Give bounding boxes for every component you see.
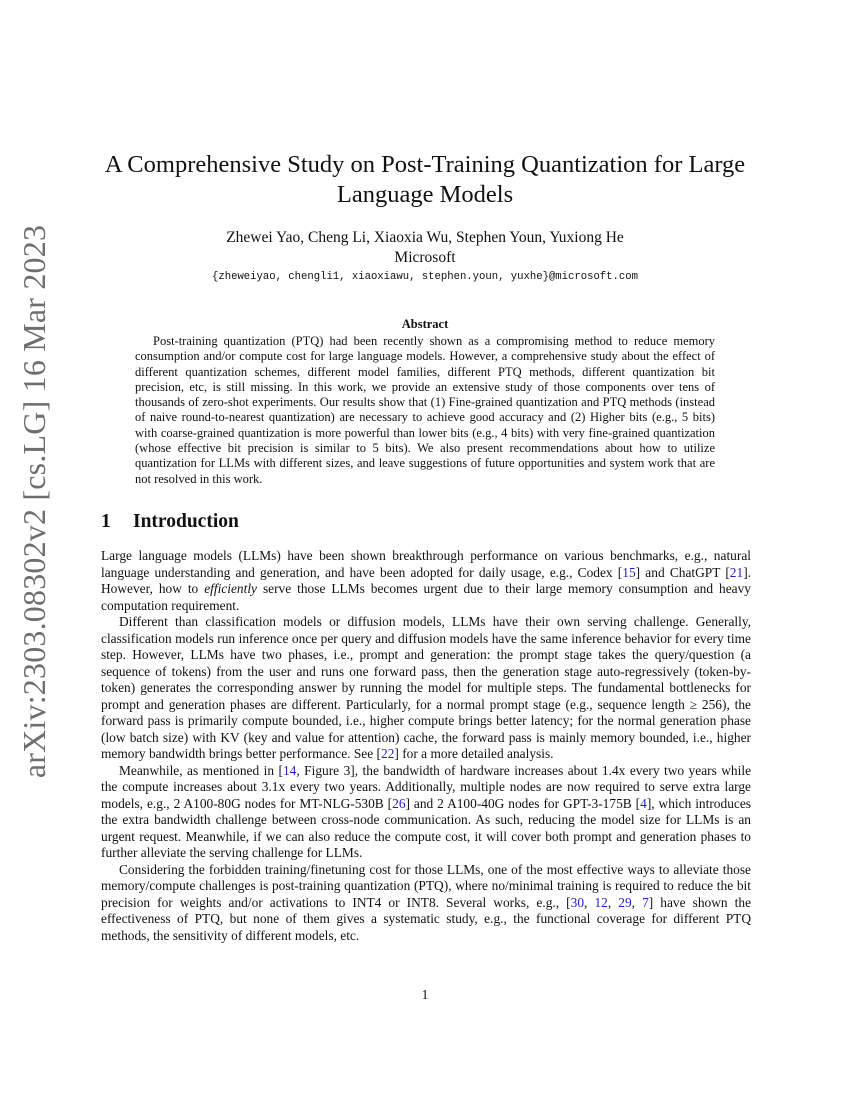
citation-link[interactable]: 30 — [570, 894, 585, 910]
arxiv-identifier — [10, 224, 60, 778]
citation-link[interactable]: 14 — [282, 762, 297, 778]
text-run: ] for a more detailed analysis. — [394, 746, 554, 761]
section-title: Introduction — [133, 511, 239, 532]
citation-link[interactable]: 4 — [640, 795, 647, 811]
paper-title: A Comprehensive Study on Post-Training Quantization for Large Language Models — [104, 151, 746, 208]
citation-link[interactable]: 12 — [594, 894, 608, 910]
paragraph-3 — [101, 763, 751, 862]
text-run: ], which introduces the extra bandwidth challenge between cross-node communication. As such, reducing the model size for LLMs is an urgent request. Meanwhile, if we can also reduce the compute cost, it will cover both prompt and generation phases to further alleviate the serving challenge for LLMs. — [101, 795, 751, 860]
arxiv-identifier-text: arXiv:2303.08302v2 [cs.LG] 16 Mar 2023 — [16, 224, 53, 778]
page-number: 1 — [421, 987, 429, 1002]
citation-link[interactable]: 7 — [642, 894, 649, 910]
section-heading-introduction — [101, 511, 239, 533]
abstract-text: Post-training quantization (PTQ) had been recently shown as a compromising method to reduce memory consumption and/or compute cost for large language models. However, a comprehensive study about the effect of different quantization schemes, different model families, different PTQ methods, different quantization bit precision, etc, is still missing. In this work, we provide an extensive study of those components over tens of thousands of zero-shot experiments. Our results show that (1) Fine-grained quantization and PTQ methods (instead of naive round-to-nearest quantization) are necessary to achieve good accuracy and (2) Higher bits (e.g., 5 bits) with coarse-grained quantization is more powerful than lower bits (e.g., 4 bits) with very fine-grained quantization (whose effective bit precision is similar to 5 bits). We also present recommendations about how to utilize quantization for LLMs with different sizes, and leave suggestions of future opportunities and system work that are not resolved in this work. — [135, 334, 715, 486]
text-run: ]. However, how to — [101, 564, 751, 596]
text-run: serve those LLMs becomes urgent due to their large memory consumption and heavy computation requirement. — [101, 581, 751, 613]
text-run: , Figure 3], the bandwidth of hardware increases about 1.4x every two years while the compute increases about 3.1x every two years. Additionally, multiple nodes are now required to serve extra large models, e.g., 2 A100-80G nodes for MT-NLG-530B [ — [101, 762, 752, 811]
abstract-heading: Abstract — [401, 317, 449, 331]
text-run: , — [607, 894, 619, 910]
author-list: Zhewei Yao, Cheng Li, Xiaoxia Wu, Stephen Youn, Yuxiong He — [226, 229, 624, 246]
citation-link[interactable]: 22 — [381, 746, 395, 761]
author-emails: {zheweiyao, chengli1, xiaoxiawu, stephen.youn, yuxhe}@microsoft.com — [212, 271, 638, 283]
text-run: ] and 2 A100-40G nodes for GPT-3-175B [ — [405, 795, 641, 811]
text-run: , — [584, 894, 595, 910]
text-run: , — [631, 894, 643, 910]
text-run: Large language models (LLMs) have been shown breakthrough performance on various benchmarks, e.g., natural language understanding and generation, and have been adopted for daily usage, e.g., Codex [ — [101, 548, 751, 580]
paragraph-4 — [101, 862, 751, 945]
section-number: 1 — [101, 511, 111, 532]
emphasis-text: efficiently — [204, 581, 257, 596]
paragraph-2 — [101, 614, 751, 763]
text-run: ] have shown the effectiveness of PTQ, but none of them gives a systematic study, e.g., the functional coverage for different PTQ methods, the sensitivity of different models, etc. — [101, 894, 752, 943]
citation-link[interactable]: 21 — [729, 564, 744, 580]
citation-link[interactable]: 26 — [392, 795, 406, 811]
affiliation: Microsoft — [394, 249, 456, 266]
citation-link[interactable]: 15 — [622, 564, 636, 580]
paragraph-1 — [101, 548, 751, 614]
text-run: Different than classification models or diffusion models, LLMs have their own serving challenge. Generally, classification models run inference once per query and diffusion models have the same inference behavior for every time step. However, LLMs have two phases, i.e., prompt and generation: the prompt stage takes the query/question (a sequence of tokens) from the user and runs one forward pass, then the generation stage auto-regressively (token-by-token) generates the corresponding answer by running the model for multiple steps. The fundamental bottlenecks for prompt and generation phases are different. Particularly, for a normal prompt stage (e.g., sequence length ≥ 256), the forward pass is primarily compute bounded, i.e., higher compute brings better latency; for the normal generation phase (low batch size) with KV (key and value for attention) cache, the forward pass is mainly memory bounded, i.e., higher memory bandwidth brings better performance. See [ — [101, 614, 751, 761]
text-run: Meanwhile, as mentioned in [ — [119, 762, 283, 778]
text-run: ] and ChatGPT [ — [635, 564, 730, 580]
text-run: Considering the forbidden training/finetuning cost for those LLMs, one of the most effective ways to alleviate those memory/compute challenges is post-training quantization (PTQ), where no/minimal training is required to reduce the bit precision for weights and/or activations to INT4 or INT8. Several works, e.g., [ — [101, 861, 751, 910]
citation-link[interactable]: 29 — [618, 894, 632, 910]
introduction-body — [101, 548, 751, 944]
